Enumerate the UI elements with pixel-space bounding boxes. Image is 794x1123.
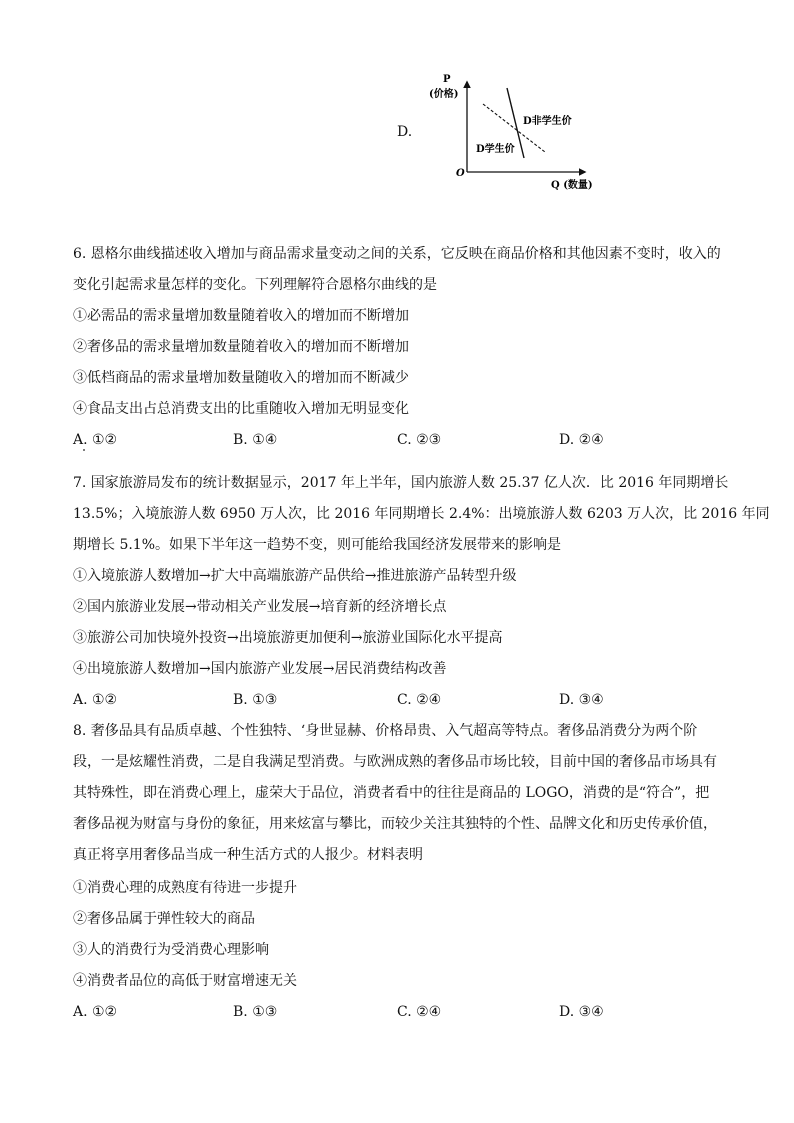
q7-item-4: ④出境旅游人数增加→国内旅游产业发展→居民消费结构改善: [73, 661, 447, 677]
stray-dot: [83, 449, 85, 451]
q6-options: [73, 431, 723, 449]
q8-option-c[interactable]: C. ②④: [397, 1004, 442, 1020]
q8-stem-line-1: 8. 奢侈品具有品质卓越、个性独特、‘身世显赫、价格昂贵、入气超高等特点。奢侈品消费分为两个阶: [73, 723, 698, 739]
y-axis-label: P: [443, 74, 451, 85]
q6-option-b[interactable]: B. ①④: [233, 432, 278, 448]
q7-options: [73, 691, 723, 709]
demand-curve-figure: [425, 72, 625, 197]
y-axis-unit: (价格): [429, 89, 459, 100]
q7-option-c[interactable]: C. ②④: [397, 692, 442, 708]
q6-item-1: ①必需品的需求量增加数量随着收入的增加而不断增加: [73, 308, 409, 324]
q6-item-3: ③低档商品的需求量增加数量随收入的增加而不断减少: [73, 370, 409, 386]
origin-label: O: [456, 168, 465, 179]
x-axis-label: Q (数量): [551, 180, 593, 191]
q7-stem-line-2: 13.5%；入境旅游人数 6950 万人次，比 2016 年同期增长 2.4%：出境旅游人数 6203 万人次，比 2016 年同: [73, 506, 770, 522]
q8-item-3: ③人的消费行为受消费心理影响: [73, 942, 269, 958]
q8-item-2: ②奢侈品属于弹性较大的商品: [73, 911, 255, 927]
q7-item-2: ②国内旅游业发展→带动相关产业发展→培育新的经济增长点: [73, 599, 447, 615]
q8-option-a[interactable]: A. ①②: [73, 1004, 118, 1020]
q6-item-4: ④食品支出占总消费支出的比重随收入增加无明显变化: [73, 401, 409, 417]
nonstudent-curve-label: D非学生价: [523, 116, 572, 127]
q7-stem-line-1: 7. 国家旅游局发布的统计数据显示，2017 年上半年，国内旅游人数 25.37 亿人次．比 2016 年同期增长: [73, 475, 729, 491]
q7-item-1: ①入境旅游人数增加→扩大中高端旅游产品供给→推进旅游产品转型升级: [73, 568, 517, 584]
q8-stem-line-4: 奢侈品视为财富与身份的象征，用来炫富与攀比，而较少关注其独特的个性、品牌文化和历史传承价值，: [73, 816, 717, 832]
q6-option-a[interactable]: A. ①②: [73, 432, 118, 448]
q8-item-4: ④消费者品位的高低于财富增速无关: [73, 973, 297, 989]
q8-stem-line-3: 其特殊性，即在消费心理上，虚荣大于品位，消费者看中的往往是商品的 LOGO，消费的是“符合”，把: [73, 785, 710, 801]
q7-item-3: ③旅游公司加快境外投资→出境旅游更加便利→旅游业国际化水平提高: [73, 630, 503, 646]
q8-options: [73, 1003, 723, 1021]
q6-stem-line-2: 变化引起需求量怎样的变化。下列理解符合恩格尔曲线的是: [73, 277, 437, 293]
figure-option-label: D.: [397, 124, 413, 140]
q8-item-1: ①消费心理的成熟度有待进一步提升: [73, 880, 297, 896]
q8-stem-line-2: 段，一是炫耀性消费，二是自我满足型消费。与欧洲成熟的奢侈品市场比较，目前中国的奢侈品市场具有: [73, 754, 717, 770]
q6-option-c[interactable]: C. ②③: [397, 432, 442, 448]
q8-stem-line-5: 真正将享用奢侈品当成一种生活方式的人报少。材料表明: [73, 847, 423, 863]
q7-option-b[interactable]: B. ①③: [233, 692, 278, 708]
student-curve-label: D学生价: [476, 144, 515, 155]
q8-option-d[interactable]: D. ③④: [559, 1004, 604, 1020]
q6-option-d[interactable]: D. ②④: [559, 432, 604, 448]
q7-option-a[interactable]: A. ①②: [73, 692, 118, 708]
q6-item-2: ②奢侈品的需求量增加数量随着收入的增加而不断增加: [73, 339, 409, 355]
q7-stem-line-3: 期增长 5.1%。如果下半年这一趋势不变，则可能给我国经济发展带来的影响是: [73, 537, 562, 553]
q6-stem-line-1: 6. 恩格尔曲线描述收入增加与商品需求量变动之间的关系，它反映在商品价格和其他因素不变时，收入的: [73, 246, 721, 262]
q7-option-d[interactable]: D. ③④: [559, 692, 604, 708]
q8-option-b[interactable]: B. ①③: [233, 1004, 278, 1020]
